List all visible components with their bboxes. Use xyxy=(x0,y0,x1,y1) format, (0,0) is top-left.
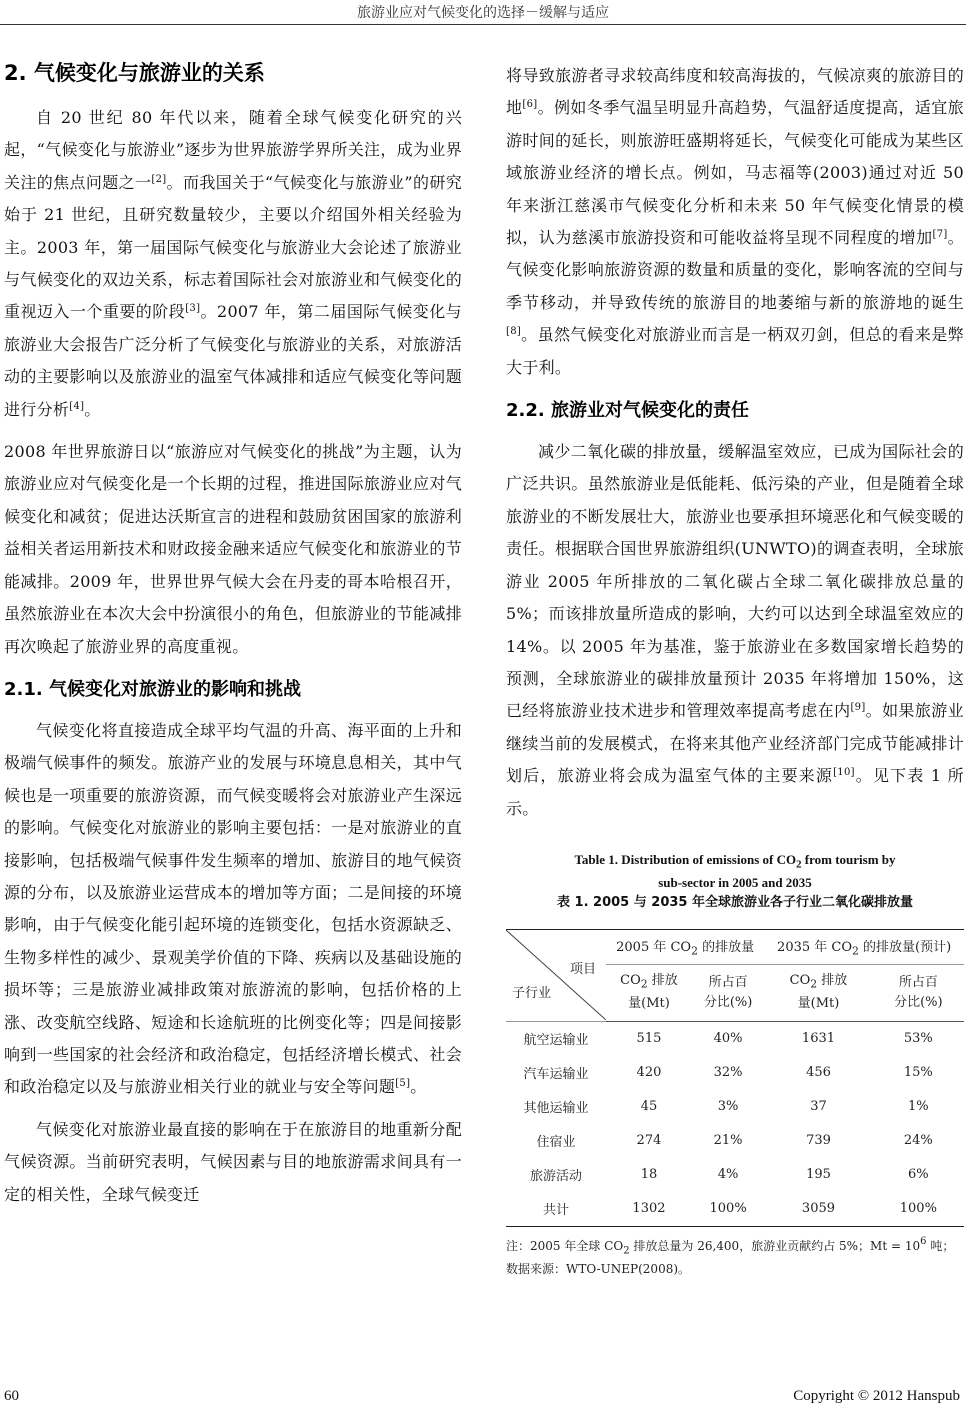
header-2035-share: 所占百 分比(%) xyxy=(894,974,943,1010)
row-share-2005: 40% xyxy=(692,1021,764,1056)
table-row xyxy=(506,1158,964,1192)
header-2035-emissions: $CO_2$ 排放 量(Mt) xyxy=(789,972,848,1012)
row-emissions-2005: 1302 xyxy=(606,1192,692,1227)
row-subsector: 共计 xyxy=(506,1192,606,1227)
row-emissions-2005: 45 xyxy=(640,1099,658,1115)
citation-5: [5] xyxy=(395,1078,411,1090)
row-share-2035: 6% xyxy=(908,1167,929,1183)
table-corner-header xyxy=(506,929,606,1021)
row-share-2005: 4% xyxy=(717,1167,739,1183)
row-emissions-2035: 195 xyxy=(806,1167,831,1183)
copyright: Copyright © 2012 Hanspub xyxy=(793,1388,960,1404)
row-emissions-2035: 739 xyxy=(806,1133,831,1149)
row-emissions-2005: 274 xyxy=(636,1133,662,1149)
row-share-2035: 15% xyxy=(903,1065,933,1081)
page-number: 60 xyxy=(4,1388,19,1404)
row-share-2035: 1% xyxy=(908,1099,929,1115)
citation-6: [6] xyxy=(522,99,538,111)
section-2-1-paragraph-2: 气候变化对旅游业最直接的影响在于在旅游目的地重新分配气候资源。当前研究表明，气候因素与目的地旅游需求间具有一定的相关性，全球气候变迁 xyxy=(4,1119,462,1204)
row-subsector: 旅游活动 xyxy=(529,1169,582,1185)
row-emissions-2005: 18 xyxy=(640,1167,658,1183)
row-subsector: 其他运输业 xyxy=(523,1101,589,1117)
section-2-2-heading: 2.2. 旅游业对气候变化的责任 xyxy=(506,400,749,422)
citation-7: [7] xyxy=(932,229,948,241)
table-row xyxy=(506,1124,964,1158)
table-row xyxy=(506,1056,964,1090)
left-column xyxy=(4,58,462,1221)
section-2-2-paragraph-1: 减少二氧化碳的排放量，缓解温室效应，已成为国际社会的广泛共识。虽然旅游业是低能耗、低污染的产业，但是随着全球旅游业的不断发展壮大，旅游业也要承担环境恶化和气候变暖的责任。根据联合国世界旅游组织(UNWTO)的调查表明，全球旅游业 2005 年所排放的二氧化碳占全球二氧化碳排放总量的 5%；而该排放量所造成的影响，大约可以达到全球温室效应的 14%。以 2005 年为基准，鉴于旅游业在多数国家增长趋势的预测，全球旅游业的碳排放量预计 2035 年将增加 150%，这已经将旅游业技术进步和管理效率提高考虑在内[9]。如果旅游业继续当前的发展模式，在将来其他产业经济部门完成节能减排计划后，旅游业将会成为温室气体的主要来源[10]。见下表 1 所示。 xyxy=(506,442,964,818)
row-emissions-2035: 1631 xyxy=(764,1021,872,1056)
running-head: 旅游业应对气候变化的选择－缓解与适应 xyxy=(357,5,609,21)
table-1 xyxy=(506,851,964,1278)
row-emissions-2005: 420 xyxy=(636,1065,662,1081)
citation-3: [3] xyxy=(185,303,201,315)
row-share-2005: 100% xyxy=(692,1192,764,1227)
header-subsector-label: 子行业 xyxy=(512,985,552,1001)
row-share-2005: 32% xyxy=(713,1065,743,1081)
section-2-paragraph-1: 自 20 世纪 80 年代以来，随着全球气候变化研究的兴起，“气候变化与旅游业”逐步为世界旅游学界所关注，成为业界关注的焦点问题之一[2]。而我国关于“气候变化与旅游业”的研究始于 21 世纪，且研究数量较少，主要以介绍国外相关经验为主。2003 年，第一届国际气候变化与旅游业大会论述了旅游业与气候变化的双边关系，标志着国际社会对旅游业和气候变化的重视迈入一个重要的阶段[3]。2007 年，第二届国际气候变化与旅游业大会报告广泛分析了气候变化与旅游业的关系，对旅游活动的主要影响以及旅游业的温室气体减排和适应气候变化等问题进行分析[4]。 xyxy=(4,108,463,419)
header-2005-share: 所占百 分比(%) xyxy=(703,974,753,1010)
section-2-1-heading: 2.1. 气候变化对旅游业的影响和挑战 xyxy=(4,678,301,700)
row-subsector: 住宿业 xyxy=(536,1135,576,1151)
section-2-paragraph-2: 2008 年世界旅游日以“旅游应对气候变化的挑战”为主题，认为旅游业应对气候变化是一个长期的过程，推进国际旅游业应对气候变化和减贫；促进达沃斯宣言的进程和鼓励贫困国家的旅游利益相关者运用新技术和财政接金融来适应气候变化和旅游业的节能减排。2009 年，世界世界气候大会在丹麦的哥本哈根召开，虽然旅游业在本次大会中扮演很小的角色，但旅游业的节能减排再次唤起了旅游业界的高度重视。 xyxy=(4,442,462,656)
row-share-2035: 24% xyxy=(903,1133,933,1149)
right-column xyxy=(506,60,964,1278)
row-share-2005: 21% xyxy=(713,1133,743,1149)
table-row xyxy=(506,1021,964,1056)
header-2035-group: 2035 年 $CO_2$ 的排放量(预计) xyxy=(764,929,964,964)
row-share-2035: 53% xyxy=(873,1021,964,1056)
table-caption-chinese: 表 1. 2005 与 2035 年全球旅游业各子行业二氧化碳排放量 xyxy=(557,894,913,910)
section-2-1-paragraph-1: 气候变化将直接造成全球平均气温的升高、海平面的上升和极端气候事件的频发。旅游产业的发展与环境息息相关，其中气候也是一项重要的旅游资源，而气候变暖将会对旅游业产生深远的影响。气候变化对旅游业的影响主要包括：一是对旅游业的直接影响，包括极端气候事件发生频率的增加、旅游目的地气候资源的分布，以及旅游业运营成本的增加等方面；二是间接的环境影响，由于气候变化能引起环境的连锁变化，包括水资源缺乏、生物多样性的减少、景观美学价值的下降、疾病以及基础设施的损坏等；三是旅游业减排政策对旅游流的影响，包括价格的上涨、改变航空线路、短途和长途航班的比例变化等；四是间接影响到一些国家的社会经济和政治稳定，包括经济增长模式、社会和政治稳定以及与旅游业相关行业的就业与安全等问题[5]。 xyxy=(4,720,462,1097)
table-caption-english: Table 1. Distribution of emissions of $CO_2$ from tourism by sub-sector in 2005 and 2035 xyxy=(574,851,896,890)
section-2-heading: 2. 气候变化与旅游业的关系 xyxy=(4,61,265,85)
row-emissions-2035: 37 xyxy=(810,1099,827,1115)
row-emissions-2005: 515 xyxy=(606,1021,692,1056)
citation-2: [2] xyxy=(151,173,167,185)
table-row xyxy=(506,1090,964,1124)
citation-4: [4] xyxy=(69,400,85,412)
header-rule xyxy=(0,24,966,25)
table-note: 注：2005 年全球 $CO_2$ 排放总量为 26,400，旅游业贡献约占 5%；$Mt = 10^6$ 吨； 数据来源：WTO-UNEP(2008)。 xyxy=(506,1235,955,1276)
row-share-2035: 100% xyxy=(873,1192,964,1227)
header-item-label: 项目 xyxy=(569,961,596,977)
row-subsector: 航空运输业 xyxy=(506,1021,606,1056)
section-2-1-paragraph-2-continued: 将导致旅游者寻求较高纬度和较高海拔的，气候凉爽的旅游目的地[6]。例如冬季气温呈明显升高趋势，气温舒适度提高，适宜旅游时间的延长，则旅游旺盛期将延长，气候变化可能成为某些区域旅游业经济的增长点。例如，马志福等(2003)通过对近 50 年来浙江慈溪市气候变化分析和未来 50 年气候变化情景的模拟，认为慈溪市旅游投资和可能收益将呈现不同程度的增加[7]。气候变化影响旅游资源的数量和质量的变化，影响客流的空间与季节移动，并导致传统的旅游目的地萎缩与新的旅游地的诞生[8]。虽然气候变化对旅游业而言是一柄双刃剑，但总的看来是弊大于利。 xyxy=(506,66,964,377)
table-row-total xyxy=(506,1192,964,1227)
row-share-2005: 3% xyxy=(717,1099,739,1115)
citation-10: [10] xyxy=(833,767,855,779)
citation-8: [8] xyxy=(506,326,522,338)
row-emissions-2035: 456 xyxy=(806,1065,831,1081)
citation-9: [9] xyxy=(850,702,866,714)
row-subsector: 汽车运输业 xyxy=(523,1067,589,1083)
emissions-table xyxy=(506,929,964,1227)
table-source: 数据来源：WTO-UNEP(2008)。 xyxy=(506,1261,691,1276)
row-emissions-2035: 3059 xyxy=(764,1192,872,1227)
header-2005-emissions: $CO_2$ 排放 量(Mt) xyxy=(620,972,678,1012)
header-2005-group: 2005 年 $CO_2$ 的排放量 xyxy=(606,929,764,964)
